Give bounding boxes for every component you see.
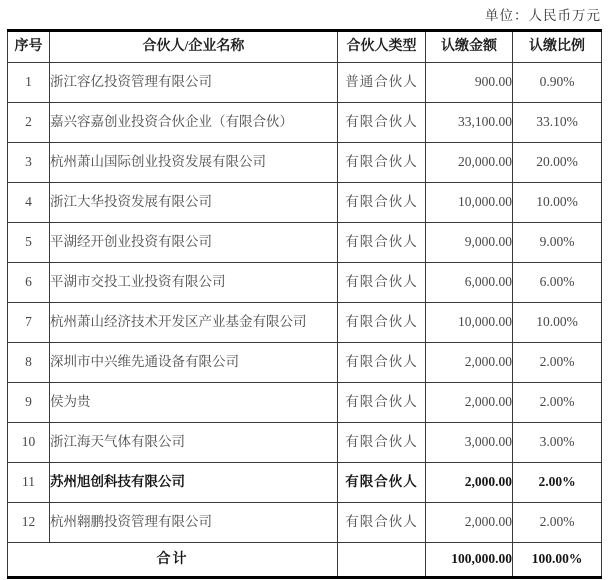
- row-type: 有限合伙人: [338, 423, 426, 463]
- header-type: 合伙人类型: [338, 31, 426, 63]
- row-name: 浙江容亿投资管理有限公司: [50, 63, 338, 103]
- row-name: 浙江海天气体有限公司: [50, 423, 338, 463]
- row-no: 5: [8, 223, 50, 263]
- table-row: [8, 383, 602, 423]
- row-name: 平湖市交投工业投资有限公司: [50, 263, 338, 303]
- row-no: 7: [8, 303, 50, 343]
- table-row: [8, 103, 602, 143]
- row-ratio: 2.00%: [513, 383, 602, 423]
- row-ratio: 6.00%: [513, 263, 602, 303]
- table-total-row: [8, 543, 602, 578]
- row-no: 10: [8, 423, 50, 463]
- row-amount: 20,000.00: [426, 143, 513, 183]
- row-type: 有限合伙人: [338, 383, 426, 423]
- row-name: 杭州萧山国际创业投资发展有限公司: [50, 143, 338, 183]
- row-ratio: 2.00%: [513, 503, 602, 543]
- row-no: 8: [8, 343, 50, 383]
- table-row: [8, 223, 602, 263]
- row-name: 嘉兴容嘉创业投资合伙企业（有限合伙）: [50, 103, 338, 143]
- unit-label: 单位：人民币万元: [485, 8, 601, 23]
- table-row: [8, 463, 602, 503]
- row-amount: 6,000.00: [426, 263, 513, 303]
- table-row: [8, 343, 602, 383]
- total-type: [338, 543, 426, 578]
- row-type: 有限合伙人: [338, 103, 426, 143]
- table-row: [8, 303, 602, 343]
- row-amount: 2,000.00: [426, 463, 513, 503]
- row-name: 浙江大华投资发展有限公司: [50, 183, 338, 223]
- row-name: 杭州萧山经济技术开发区产业基金有限公司: [50, 303, 338, 343]
- row-no: 11: [8, 463, 50, 503]
- row-ratio: 3.00%: [513, 423, 602, 463]
- row-amount: 2,000.00: [426, 383, 513, 423]
- header-name: 合伙人/企业名称: [50, 31, 338, 63]
- row-type: 有限合伙人: [338, 183, 426, 223]
- row-amount: 2,000.00: [426, 503, 513, 543]
- header-no: 序号: [8, 31, 50, 63]
- row-amount: 3,000.00: [426, 423, 513, 463]
- row-type: 有限合伙人: [338, 503, 426, 543]
- row-ratio: 2.00%: [513, 463, 602, 503]
- row-no: 9: [8, 383, 50, 423]
- row-no: 1: [8, 63, 50, 103]
- table-row: [8, 423, 602, 463]
- row-type: 有限合伙人: [338, 303, 426, 343]
- table-row: [8, 263, 602, 303]
- table-row: [8, 143, 602, 183]
- row-ratio: 2.00%: [513, 343, 602, 383]
- row-no: 2: [8, 103, 50, 143]
- row-name: 侯为贵: [50, 383, 338, 423]
- table-header-row: [8, 31, 602, 63]
- total-label: 合计: [8, 543, 338, 578]
- row-no: 12: [8, 503, 50, 543]
- row-ratio: 10.00%: [513, 303, 602, 343]
- row-name: 平湖经开创业投资有限公司: [50, 223, 338, 263]
- row-amount: 900.00: [426, 63, 513, 103]
- header-amount: 认缴金额: [426, 31, 513, 63]
- partners-table: [7, 29, 602, 579]
- total-amount: 100,000.00: [426, 543, 513, 578]
- total-ratio: 100.00%: [513, 543, 602, 578]
- row-type: 有限合伙人: [338, 263, 426, 303]
- row-name: 杭州翱鹏投资管理有限公司: [50, 503, 338, 543]
- row-ratio: 10.00%: [513, 183, 602, 223]
- row-ratio: 0.90%: [513, 63, 602, 103]
- row-type: 有限合伙人: [338, 143, 426, 183]
- row-ratio: 9.00%: [513, 223, 602, 263]
- row-type: 普通合伙人: [338, 63, 426, 103]
- row-no: 3: [8, 143, 50, 183]
- row-amount: 9,000.00: [426, 223, 513, 263]
- row-amount: 33,100.00: [426, 103, 513, 143]
- row-type: 有限合伙人: [338, 343, 426, 383]
- row-amount: 10,000.00: [426, 183, 513, 223]
- row-ratio: 33.10%: [513, 103, 602, 143]
- row-name: 深圳市中兴维先通设备有限公司: [50, 343, 338, 383]
- row-ratio: 20.00%: [513, 143, 602, 183]
- row-type: 有限合伙人: [338, 463, 426, 503]
- row-amount: 2,000.00: [426, 343, 513, 383]
- row-amount: 10,000.00: [426, 303, 513, 343]
- table-row: [8, 503, 602, 543]
- row-no: 6: [8, 263, 50, 303]
- row-type: 有限合伙人: [338, 223, 426, 263]
- table-row: [8, 183, 602, 223]
- row-no: 4: [8, 183, 50, 223]
- table-row: [8, 63, 602, 103]
- row-name: 苏州旭创科技有限公司: [50, 463, 338, 503]
- header-ratio: 认缴比例: [513, 31, 602, 63]
